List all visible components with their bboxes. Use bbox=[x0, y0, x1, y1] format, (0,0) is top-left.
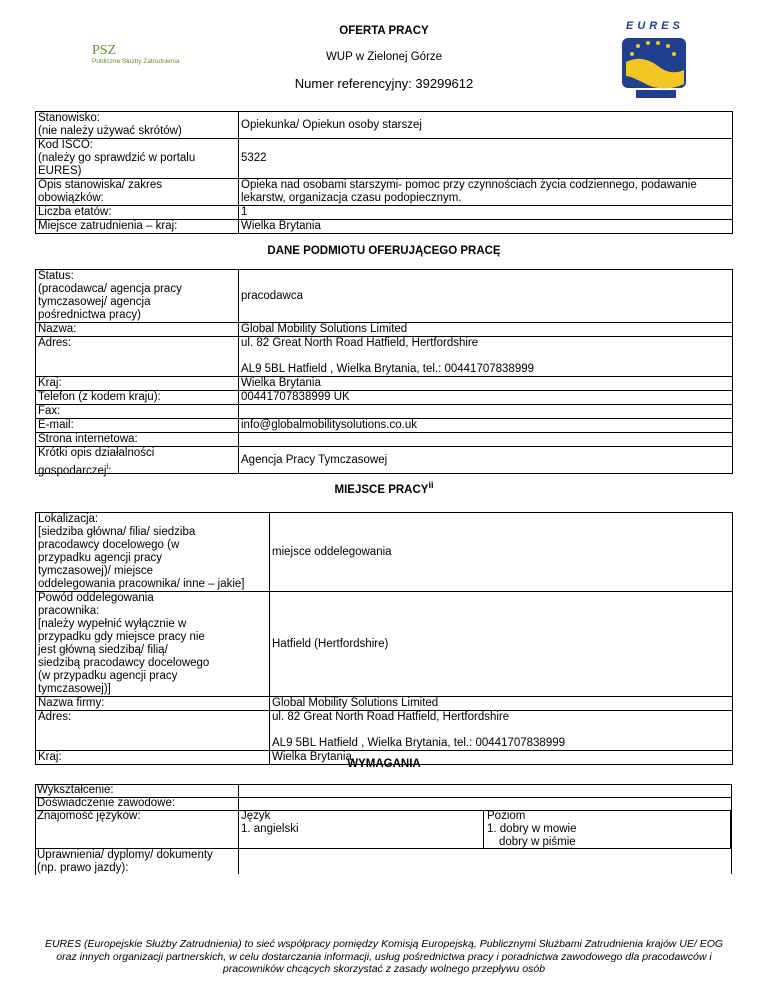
label-line: oddelegowania pracownika/ inne – jakie] bbox=[38, 578, 245, 590]
value-line: AL9 5BL Hatfield , Wielka Brytania, tel.: 00441707838999 bbox=[272, 737, 566, 749]
table-row bbox=[36, 433, 733, 447]
label-line: Kod ISCO: bbox=[38, 139, 93, 151]
activity-label-colon: : bbox=[108, 464, 112, 477]
isco-label bbox=[36, 139, 239, 179]
duties-value bbox=[239, 179, 733, 206]
table-row bbox=[36, 139, 733, 179]
label-line: jest główną siedzibą/ filią/ bbox=[38, 644, 168, 656]
language-subtable bbox=[238, 810, 731, 848]
level-header: Poziom bbox=[487, 810, 526, 822]
value-line bbox=[241, 350, 730, 363]
employer-table bbox=[35, 269, 733, 477]
footer-line: oraz innych organizacji partnerskich, w celu dostarczania informacji, usług pośrednictwa pracy i poradnictwa zawodowego dla pracodawców i bbox=[56, 950, 712, 963]
label-line: (pracodawca/ agencja pracy bbox=[38, 283, 182, 295]
company-value: Global Mobility Solutions Limited bbox=[270, 697, 733, 711]
name-value: Global Mobility Solutions Limited bbox=[239, 323, 733, 337]
phone-value: 00441707838999 UK bbox=[239, 391, 733, 405]
value-line: Opieka nad osobami starszymi- pomoc przy czynnościach życia codziennego, podawanie bbox=[241, 179, 697, 191]
label-line: pośrednictwa pracy) bbox=[38, 309, 141, 321]
activity-label bbox=[36, 447, 239, 477]
value-line: ul. 82 Great North Road Hatfield, Hertfordshire bbox=[241, 337, 479, 349]
psz-logo bbox=[92, 44, 179, 66]
label-line: Status: bbox=[38, 270, 74, 282]
licenses-label bbox=[37, 849, 213, 875]
job-table bbox=[35, 111, 733, 234]
address-label: Adres: bbox=[36, 711, 270, 751]
footnote-marker: i bbox=[106, 462, 109, 471]
footer bbox=[40, 938, 728, 976]
place-label: Miejsce zatrudnienia – kraj: bbox=[36, 220, 239, 234]
requirements-table bbox=[35, 784, 732, 874]
email-value: info@globalmobilitysolutions.co.uk bbox=[239, 419, 733, 433]
location-value: miejsce oddelegowania bbox=[270, 513, 733, 592]
country-label: Kraj: bbox=[36, 751, 270, 765]
place-value: Wielka Brytania bbox=[239, 220, 733, 234]
table-row bbox=[36, 377, 733, 391]
table-row bbox=[36, 270, 733, 323]
country-value: Wielka Brytania bbox=[239, 377, 733, 391]
label-line: tymczasowej)/ miejsce bbox=[38, 565, 154, 577]
experience-label: Doświadczenie zawodowe: bbox=[37, 797, 176, 809]
position-label bbox=[36, 112, 239, 139]
table-row bbox=[36, 391, 733, 405]
label-line: (należy go sprawdzić w portalu bbox=[38, 152, 196, 164]
language-header: Język bbox=[241, 810, 271, 822]
eures-emblem-icon bbox=[612, 32, 700, 106]
psz-logo-subtitle: Publiczne Służby Zatrudnienia bbox=[92, 58, 180, 65]
table-row bbox=[36, 592, 733, 697]
company-label: Nazwa firmy: bbox=[36, 697, 270, 711]
label-line: Powód oddelegowania bbox=[38, 592, 154, 604]
location-label bbox=[36, 513, 270, 592]
level-item: dobry w piśmie bbox=[499, 836, 576, 848]
footer-line: EURES (Europejskie Służby Zatrudnienia) to sieć współpracy pomiędzy Komisją Europejską, Publicznymi Służbami Zatrudnienia krajów UE/ EOG bbox=[44, 938, 724, 950]
count-label: Liczba etatów: bbox=[36, 206, 239, 220]
table-row bbox=[36, 112, 733, 139]
value-line: lekarstw, organizacja czasu podopiecznym. bbox=[241, 192, 462, 204]
workplace-heading-text: MIEJSCE PRACY bbox=[334, 483, 429, 496]
fax-label: Fax: bbox=[36, 405, 239, 419]
position-value: Opiekunka/ Opiekun osoby starszej bbox=[239, 112, 733, 139]
requirements-section-heading: WYMAGANIA bbox=[347, 758, 421, 770]
country-value: Wielka Brytania bbox=[270, 751, 733, 765]
label-line: (nie należy używać skrótów) bbox=[38, 125, 182, 137]
label-line: tymczasowej)] bbox=[38, 683, 111, 695]
label-line: przypadku agencji pracy bbox=[38, 552, 163, 564]
status-value: pracodawca bbox=[239, 270, 733, 323]
value-line bbox=[272, 724, 730, 737]
label-line: obowiązków: bbox=[38, 192, 104, 204]
education-label: Wykształcenie: bbox=[37, 784, 114, 796]
status-label bbox=[36, 270, 239, 323]
label-line: Stanowisko: bbox=[38, 112, 101, 124]
label-line bbox=[38, 460, 236, 477]
fax-value bbox=[239, 405, 733, 419]
table-row bbox=[36, 337, 733, 377]
table-row bbox=[36, 697, 733, 711]
website-value bbox=[239, 433, 733, 447]
value-line: ul. 82 Great North Road Hatfield, Hertfordshire bbox=[272, 711, 510, 723]
page-title: OFERTA PRACY bbox=[339, 25, 429, 37]
phone-label: Telefon (z kodem kraju): bbox=[36, 391, 239, 405]
label-line: Opis stanowiska/ zakres bbox=[38, 179, 162, 191]
address-label: Adres: bbox=[36, 337, 239, 377]
workplace-section-heading bbox=[0, 480, 768, 496]
eures-logo-text: EURES bbox=[626, 20, 684, 32]
label-line: EURES) bbox=[38, 165, 82, 177]
label-line: [należy wypełnić wyłącznie w bbox=[38, 618, 187, 630]
footer-line: pracowników chcących skorzystać z zasady wolnego przepływu osób bbox=[222, 963, 546, 975]
languages-label: Znajomość języków: bbox=[37, 810, 141, 822]
email-label: E-mail: bbox=[36, 419, 239, 433]
table-row bbox=[36, 179, 733, 206]
name-label: Nazwa: bbox=[36, 323, 239, 337]
eures-logo bbox=[612, 20, 700, 105]
row-line bbox=[35, 784, 732, 785]
value-line: AL9 5BL Hatfield , Wielka Brytania, tel.: 00441707838999 bbox=[241, 363, 535, 375]
country-label: Kraj: bbox=[36, 377, 239, 391]
label-line: pracodawcy docelowego (w bbox=[38, 539, 180, 551]
table-row bbox=[36, 206, 733, 220]
label-line: przypadku gdy miejsce pracy nie bbox=[38, 631, 205, 643]
table-row bbox=[36, 447, 733, 474]
label-line: (np. prawo jazdy): bbox=[37, 862, 129, 874]
footnote-marker: ii bbox=[428, 480, 434, 490]
activity-label-text: gospodarczej bbox=[38, 464, 107, 477]
table-row bbox=[36, 711, 733, 751]
duties-label bbox=[36, 179, 239, 206]
reference-number: Numer referencyjny: 39299612 bbox=[294, 76, 474, 91]
label-line: (w przypadku agencji pracy bbox=[38, 670, 178, 682]
label-line: [siedziba główna/ filia/ siedziba bbox=[38, 526, 196, 538]
label-line: Uprawnienia/ dyplomy/ dokumenty bbox=[37, 849, 213, 861]
language-item: 1. angielski bbox=[241, 823, 299, 835]
address-value bbox=[239, 337, 733, 377]
address-value bbox=[270, 711, 733, 751]
employer-section-heading: DANE PODMIOTU OFERUJĄCEGO PRACĘ bbox=[267, 245, 501, 257]
label-line: tymczasowej/ agencja bbox=[38, 296, 151, 308]
label-line: Lokalizacja: bbox=[38, 513, 99, 525]
table-row bbox=[36, 323, 733, 337]
label-line: siedzibą pracodawcy docelowego bbox=[38, 657, 210, 669]
label-line: Krótki opis działalności bbox=[38, 447, 155, 459]
count-value: 1 bbox=[239, 206, 733, 220]
table-row bbox=[36, 405, 733, 419]
reason-label bbox=[36, 592, 270, 697]
level-item: 1. dobry w mowie bbox=[487, 823, 577, 835]
table-row bbox=[36, 513, 733, 592]
psz-logo-text: PSZ bbox=[92, 43, 117, 58]
office-name: WUP w Zielonej Górze bbox=[325, 51, 443, 63]
label-line: pracownika: bbox=[38, 605, 100, 617]
workplace-table bbox=[35, 512, 733, 765]
isco-value: 5322 bbox=[239, 139, 733, 179]
table-row bbox=[36, 419, 733, 433]
reason-value: Hatfield (Hertfordshire) bbox=[270, 592, 733, 697]
activity-value: Agencja Pracy Tymczasowej bbox=[239, 447, 733, 474]
table-row bbox=[36, 220, 733, 234]
website-label: Strona internetowa: bbox=[36, 433, 239, 447]
